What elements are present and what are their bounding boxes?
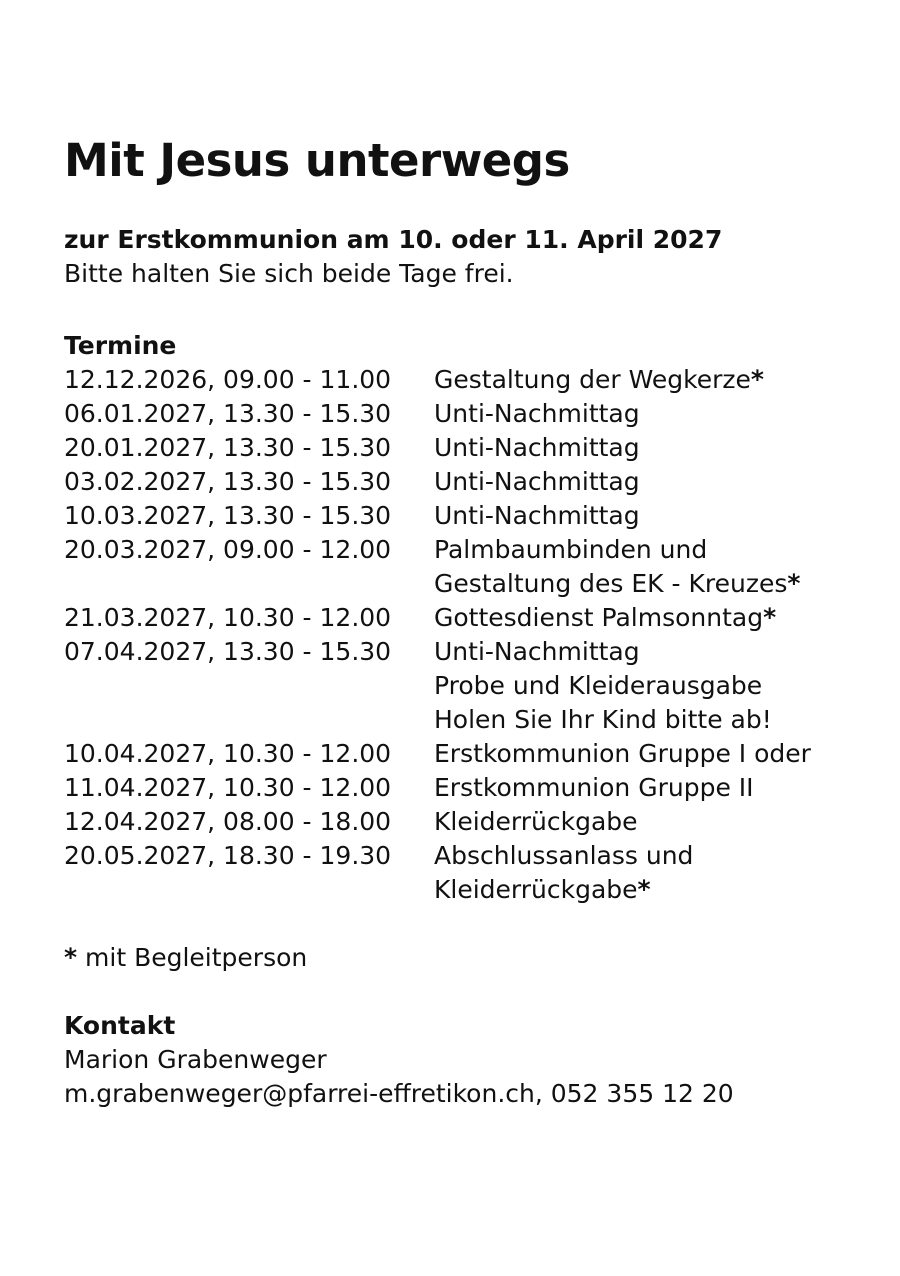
schedule-activity-text: Probe und Kleiderausgabe — [434, 671, 763, 700]
schedule-row — [64, 499, 884, 533]
schedule-date-time: 11.04.2027, 10.30 - 12.00 — [64, 773, 392, 802]
kontakt-heading: Kontakt — [64, 1011, 176, 1040]
schedule-activity — [434, 737, 811, 771]
schedule-activity-text: Erstkommunion Gruppe II — [434, 773, 754, 802]
schedule-row — [64, 533, 884, 567]
schedule-activity-text: Unti-Nachmittag — [434, 467, 640, 496]
schedule-activity — [434, 669, 762, 703]
schedule-activity-text: Unti-Nachmittag — [434, 433, 640, 462]
schedule-row — [64, 635, 884, 669]
schedule-row — [64, 771, 884, 805]
schedule-date-time: 12.04.2027, 08.00 - 18.00 — [64, 807, 392, 836]
schedule-activity-text: Unti-Nachmittag — [434, 501, 640, 530]
schedule-activity — [434, 533, 707, 567]
page-title: Mit Jesus unterwegs — [64, 134, 570, 187]
schedule-row — [64, 805, 884, 839]
schedule-activity — [434, 771, 754, 805]
schedule-date-time: 20.01.2027, 13.30 - 15.30 — [64, 433, 392, 462]
schedule-date-time — [64, 669, 434, 703]
schedule-row — [64, 703, 884, 737]
schedule-activity — [434, 839, 693, 873]
schedule-activity-text: Gestaltung des EK - Kreuzes — [434, 569, 788, 598]
termine-heading: Termine — [64, 331, 177, 360]
schedule-date-time: 20.03.2027, 09.00 - 12.00 — [64, 535, 392, 564]
schedule-activity — [434, 499, 640, 533]
schedule-activity — [434, 805, 638, 839]
schedule-date-time: 20.05.2027, 18.30 - 19.30 — [64, 841, 392, 870]
kontakt-name: Marion Grabenweger — [64, 1045, 327, 1074]
schedule-activity — [434, 431, 640, 465]
companion-required-star: * — [637, 875, 651, 904]
schedule-activity-text: Kleiderrückgabe — [434, 807, 638, 836]
schedule-date-time — [64, 703, 434, 737]
subline: Bitte halten Sie sich beide Tage frei. — [64, 259, 514, 288]
companion-required-star: * — [763, 603, 777, 632]
companion-required-star: * — [750, 365, 764, 394]
schedule-activity — [434, 635, 640, 669]
footnote — [64, 941, 884, 975]
schedule-activity — [434, 703, 772, 737]
schedule-row — [64, 737, 884, 771]
schedule-date-time: 10.03.2027, 13.30 - 15.30 — [64, 501, 392, 530]
schedule-activity — [434, 397, 640, 431]
kontakt-details: m.grabenweger@pfarrei-effretikon.ch, 052 355 12 20 — [64, 1079, 734, 1108]
schedule-activity-text: Erstkommunion Gruppe I oder — [434, 739, 811, 768]
schedule-date-time: 10.04.2027, 10.30 - 12.00 — [64, 739, 392, 768]
schedule-row — [64, 363, 884, 397]
schedule-activity-text: Holen Sie Ihr Kind bitte ab! — [434, 705, 772, 734]
schedule-row — [64, 567, 884, 601]
schedule-row — [64, 431, 884, 465]
schedule-date-time: 07.04.2027, 13.30 - 15.30 — [64, 637, 392, 666]
schedule-activity-text: Palmbaumbinden und — [434, 535, 708, 564]
schedule-row — [64, 839, 884, 873]
footnote-star: * — [64, 943, 78, 972]
schedule-activity — [434, 601, 776, 635]
schedule-date-time: 21.03.2027, 10.30 - 12.00 — [64, 603, 392, 632]
schedule-row — [64, 669, 884, 703]
document-page — [64, 128, 884, 1111]
schedule-activity — [434, 567, 800, 601]
schedule-activity-text: Abschlussanlass und — [434, 841, 694, 870]
schedule-activity-text: Kleiderrückgabe — [434, 875, 638, 904]
schedule-activity — [434, 363, 764, 397]
schedule-activity — [434, 465, 640, 499]
schedule-row — [64, 397, 884, 431]
schedule-activity-text: Unti-Nachmittag — [434, 399, 640, 428]
schedule-activity-text: Gestaltung der Wegkerze — [434, 365, 751, 394]
schedule-date-time: 06.01.2027, 13.30 - 15.30 — [64, 399, 392, 428]
companion-required-star: * — [787, 569, 801, 598]
schedule-activity — [434, 873, 651, 907]
schedule-activity-text: Unti-Nachmittag — [434, 637, 640, 666]
schedule-activity-text: Gottesdienst Palmsonntag — [434, 603, 764, 632]
schedule-date-time: 03.02.2027, 13.30 - 15.30 — [64, 467, 392, 496]
schedule-row — [64, 601, 884, 635]
subtitle: zur Erstkommunion am 10. oder 11. April 2027 — [64, 225, 723, 254]
schedule-row — [64, 873, 884, 907]
footnote-text: mit Begleitperson — [77, 943, 308, 972]
schedule-date-time: 12.12.2026, 09.00 - 11.00 — [64, 365, 392, 394]
schedule-date-time — [64, 567, 434, 601]
schedule-date-time — [64, 873, 434, 907]
termine-list — [64, 363, 884, 907]
schedule-row — [64, 465, 884, 499]
